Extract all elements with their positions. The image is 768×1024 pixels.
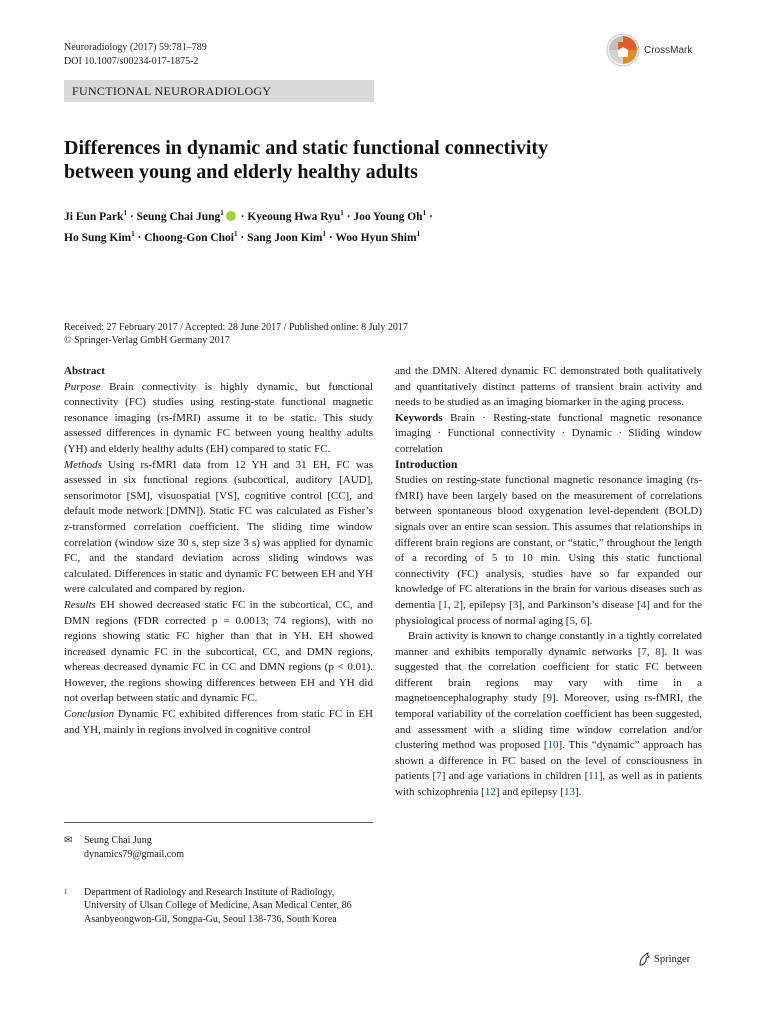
conclusion-text: Dynamic FC exhibited differences from static FC in EH and YH, mainly in regions involved in cognitive control	[64, 708, 374, 736]
reference-link[interactable]: 7	[436, 770, 442, 783]
author-affiliation-mark: 1	[123, 209, 127, 217]
orcid-icon[interactable]	[226, 211, 236, 221]
reference-link[interactable]: 8	[655, 645, 661, 658]
author-affiliation-mark: 1	[340, 209, 344, 217]
doi-line[interactable]: DOI 10.1007/s00234-017-1875-2	[64, 56, 199, 67]
springer-horse-icon	[638, 952, 650, 966]
crossmark-icon	[606, 33, 640, 67]
reference-link[interactable]: 2	[453, 598, 460, 611]
author-name[interactable]: Ji Eun Park	[64, 210, 124, 223]
results-text: EH showed decreased static FC in the subcortical, CC, and DMN regions (FDR corrected p = 0.0013; 74 regions), with no regions showing static FC higher than that in YH. EH showed increased dynamic FC in the subcortical, CC, and DMN regions, whereas decreased dynamic FC in CC and DMN regions (p < 0.01). However, the regions showing differences between EH and YH did not overlap between static and dynamic FC.	[64, 598, 373, 705]
affiliation	[64, 886, 364, 926]
author-affiliation-mark: 1	[220, 209, 224, 217]
title-line-1: Differences in dynamic and static functional connectivity	[64, 137, 549, 159]
reference-link[interactable]: 12	[484, 786, 496, 799]
publisher-name: Springer	[654, 953, 691, 965]
reference-link[interactable]: 9	[546, 692, 552, 705]
author-affiliation-mark: 1	[234, 229, 238, 238]
intro-text-segment: ], as well as in patients with schizophrenia [	[395, 770, 703, 799]
reference-link[interactable]: 7	[641, 645, 647, 658]
intro-text-segment: ].	[574, 786, 582, 799]
intro-text-segment: ,	[574, 614, 581, 627]
keywords-text: Brain · Resting-state functional magnetic resonance imaging · Functional connectivity · Dynamic · Sliding window correlation	[395, 411, 702, 455]
reference-link[interactable]: 1	[442, 598, 448, 611]
reference-link[interactable]: 6	[580, 614, 586, 627]
crossmark-label: CrossMark	[644, 44, 693, 56]
introduction-heading: Introduction	[395, 458, 458, 471]
author-affiliation-mark: 1	[322, 229, 327, 238]
publisher-logo	[638, 952, 690, 966]
reference-link[interactable]: 10	[547, 739, 559, 752]
reference-link[interactable]: 13	[563, 786, 575, 799]
abstract-results	[64, 598, 373, 707]
introduction-paragraph-2	[395, 629, 702, 801]
correspondence	[64, 834, 184, 862]
methods-label: Methods	[64, 458, 102, 471]
author-list	[64, 205, 704, 247]
abstract-purpose	[64, 380, 373, 458]
copyright-line: © Springer-Verlag GmbH Germany 2017	[64, 335, 230, 346]
intro-text-segment: ,	[447, 598, 454, 611]
author-name[interactable]: Ho Sung Kim	[64, 231, 132, 244]
intro-text-segment: ,	[646, 645, 656, 658]
author-name[interactable]: Sang Joon Kim	[247, 231, 323, 244]
author-name[interactable]: Joo Young Oh	[353, 210, 423, 223]
author-line-1: Ji Eun Park$^1$ · Seung Chai Jung$^1$ · Kyeoung Hwa Ryu$^1$ · Joo Young $Oh^1$ ·	[64, 209, 433, 223]
methods-text: Using rs-fMRI data from 12 YH and 31 EH, FC was assessed in six functional regions (subcortical, auditory [AUD], sensorimotor [SM], visuospatial [VS], cognitive control [CC], and default mode network [DMN]). Static FC was calculated as Fisher’s z-transformed correlation coefficient. The sliding time window correlation (window size 30 s, step size 3 s) was applied for dynamic FC, and the standard deviation across sliding windows was calculated. Differences in static and dynamic FC between EH and YH were calculated and compared by region.	[64, 458, 374, 596]
reference-link[interactable]: 3	[512, 598, 519, 611]
reference-link[interactable]: 5	[569, 614, 575, 627]
purpose-text: Brain connectivity is highly dynamic, but functional connectivity (FC) studies using resting-state functional magnetic resonance imaging (rs-fMRI) assume it to be static. This study assessed differences in dynamic FC between young healthy adults (YH) and elderly healthy adults (EH) compared to static FC.	[64, 380, 374, 455]
crossmark-badge[interactable]	[606, 33, 692, 67]
intro-text-segment: Studies on resting-state functional magnetic resonance imaging (rs-fMRI) have been largely based on the measurement of correlations between spontaneous blood oxygenation level-dependent (BOLD) signals over an entire scan session. This assumes that relationships in different brain regions are constant, or “static,” throughout the length of a recording of 5 to 10 min. Using this static functional connectivity (FC) analysis, studies have so far expanded our knowledge of FC alterations in the brain for various diseases such as dementia [	[395, 474, 702, 611]
right-column	[395, 364, 702, 801]
abstract-column	[64, 364, 373, 738]
title-line-2: between young and elderly healthy adults	[64, 161, 418, 183]
abstract-methods	[64, 458, 373, 598]
journal-citation: Neuroradiology (2017) 59:781–789	[64, 42, 207, 53]
results-label: Results	[64, 598, 96, 611]
reference-link[interactable]: 11	[588, 770, 599, 783]
author-name[interactable]: Woo Hyun Shim	[335, 231, 417, 244]
keywords-label: Keywords	[395, 411, 443, 424]
intro-text-segment: ]. Moreover, using rs-fMRI, the temporal variability of the correlation coefficient has been suggested, and assessment with a sliding time window correlation and/or clustering method was proposed [	[395, 692, 702, 752]
affiliation-number: 1	[64, 888, 68, 896]
correspondence-email[interactable]: dynamics79@gmail.com	[84, 849, 185, 860]
corresponding-author: Seung Chai Jung	[84, 835, 152, 846]
author-name[interactable]: Kyeoung Hwa Ryu	[247, 210, 341, 223]
author-affiliation-mark: 1	[422, 209, 427, 217]
footnote-divider	[64, 822, 373, 823]
author-affiliation-mark: 1	[131, 229, 135, 238]
conclusion-continued: and the DMN. Altered dynamic FC demonstrated both qualitatively and quantitatively distinct patterns of transient brain activity and needs to be studied as an imaging biomarker in the aging process.	[395, 365, 702, 409]
envelope-icon: ✉	[64, 835, 73, 846]
article-title	[64, 136, 644, 184]
introduction-paragraph-1	[395, 473, 702, 629]
intro-text-segment: ].	[585, 614, 593, 627]
intro-text-segment: ]. It was suggested that the correlation coefficient for static FC between different brain regions may vary with time in a magnetoencephalography study [	[395, 645, 702, 705]
author-name[interactable]: Choong-Gon Choi	[144, 231, 234, 244]
intro-text-segment: ] and epilepsy [	[495, 786, 564, 799]
conclusion-label: Conclusion	[64, 708, 115, 721]
intro-text-segment: ] and for the physiological process of normal aging [	[395, 598, 703, 627]
intro-text-segment: ]. This “dynamic” approach has shown a difference in FC based on the level of consciousness in patients [	[395, 739, 703, 783]
abstract-conclusion	[64, 707, 373, 738]
affiliation-text: Department of Radiology and Research Institute of Radiology, University of Ulsan College of Medicine, Asan Medical Center, 86 Asanbyeongwon-Gil, Songpa-Gu, Seoul 138-736, South Korea	[84, 887, 352, 925]
author-line-2: Ho Sung Kim$^1$ · Choong-Gon Choi$^1$ · Sang Joon Kim$^1$ · Woo Hyun Shim$^1$	[64, 229, 421, 244]
publication-dates	[64, 321, 704, 347]
intro-text-segment: ], and Parkinson’s disease [	[518, 598, 641, 611]
author-name[interactable]: Seung Chai Jung	[136, 210, 221, 223]
intro-text-segment: ] and age variations in children [	[441, 770, 589, 783]
abstract-heading: Abstract	[64, 365, 105, 377]
history-dates: Received: 27 February 2017 / Accepted: 28 June 2017 / Published online: 8 July 2017	[64, 322, 408, 333]
section-label: FUNCTIONAL NEURORADIOLOGY	[64, 80, 374, 102]
intro-text-segment: ], epilepsy [	[459, 598, 513, 611]
keywords	[395, 411, 702, 458]
author-affiliation-mark: 1	[416, 229, 421, 238]
intro-text-segment: Brain activity is known to change constantly in a tightly correlated manner and exhibits temporally dynamic networks [	[395, 630, 702, 658]
purpose-label: Purpose	[64, 380, 101, 393]
reference-link[interactable]: 4	[640, 598, 647, 611]
